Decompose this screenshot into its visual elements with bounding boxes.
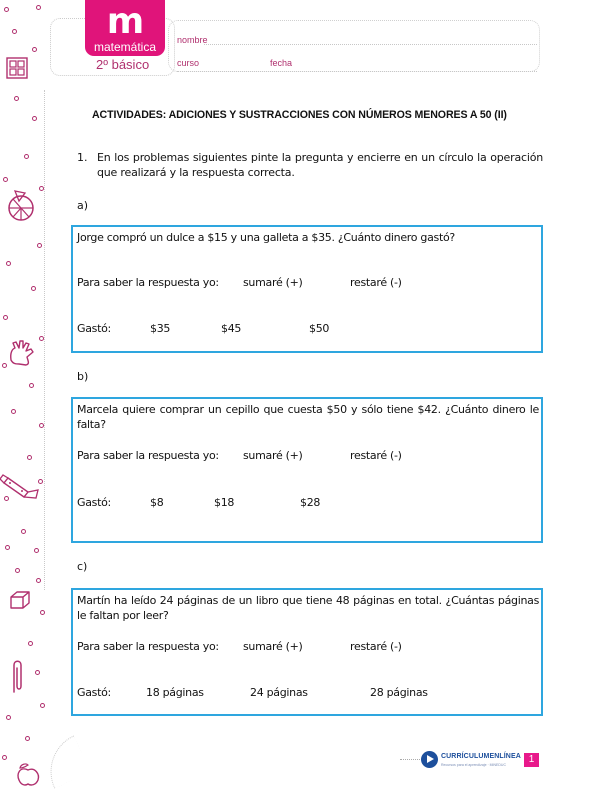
dot-decoration [6,261,11,266]
dot-decoration [14,96,19,101]
footer-dotted-line [400,759,422,760]
dot-decoration [28,641,33,646]
problem-c-answer-2[interactable]: 24 páginas [250,686,308,699]
problem-a-letter: a) [77,199,89,212]
problem-c-question[interactable]: Martín ha leído 24 páginas de un libro que tiene 48 páginas en total. ¿Cuántas páginas le faltan por leer? [77,594,539,622]
dot-decoration [39,186,44,191]
dot-decoration [37,243,42,248]
problem-b-question[interactable]: Marcela quiere comprar un cepillo que cuesta $50 y sólo tiene $42. ¿Cuánto dinero le falta? [77,403,539,431]
page-title: ACTIVIDADES: ADICIONES Y SUSTRACCIONES CON NÚMEROS MENORES A 50 (II) [92,109,507,121]
dot-decoration [11,409,16,414]
problem-b-answer-label: Gastó: [77,496,111,509]
problem-a-answer-label: Gastó: [77,322,111,335]
instruction-number: 1. [77,151,88,164]
problem-c-answer-3[interactable]: 28 páginas [370,686,428,699]
dot-decoration [3,177,8,182]
logo-letter: m [106,1,144,42]
paperclip-icon [10,658,24,694]
dot-decoration [31,286,36,291]
grid-icon [5,56,29,80]
problem-c-answer-label: Gastó: [77,686,111,699]
problem-b-answer-2[interactable]: $18 [214,496,235,509]
problem-a-answer-1[interactable]: $35 [150,322,171,335]
problem-b-box [71,397,543,543]
dot-decoration [15,568,20,573]
dot-decoration [36,578,41,583]
subject-logo [85,0,165,56]
candy-icon [0,470,42,500]
hand-icon [7,340,37,368]
instruction-text: En los problemas siguientes pinte la pregunta y encierre en un círculo la operación que realizará y la respuesta correcta. [97,151,543,179]
name-label: nombre [177,35,208,45]
dotted-divider [44,90,45,590]
dot-decoration [5,545,10,550]
dot-decoration [29,383,34,388]
problem-c-op-add[interactable]: sumaré (+) [243,640,303,653]
problem-a-op-add[interactable]: sumaré (+) [243,276,303,289]
grade-label: 2º básico [96,57,150,72]
name-field[interactable] [204,44,537,45]
dot-decoration [27,455,32,460]
dot-decoration [4,7,9,12]
dot-decoration [34,548,39,553]
problem-b-answer-3[interactable]: $28 [300,496,321,509]
play-logo-icon [421,751,438,768]
problem-b-op-subtract[interactable]: restaré (-) [350,449,402,462]
problem-c-box [71,588,543,716]
problem-c-op-subtract[interactable]: restaré (-) [350,640,402,653]
dot-decoration [6,715,11,720]
dot-decoration [40,703,45,708]
dot-decoration [2,755,7,760]
dot-decoration [25,736,30,741]
problem-a-question[interactable]: Jorge compró un dulce a $15 y una galleta a $35. ¿Cuánto dinero gastó? [77,231,455,244]
problem-c-answer-1[interactable]: 18 páginas [146,686,204,699]
dot-decoration [32,47,37,52]
problem-b-op-add[interactable]: sumaré (+) [243,449,303,462]
problem-b-answer-1[interactable]: $8 [150,496,164,509]
logo-subject: matemática [93,40,157,54]
course-date-field[interactable] [177,71,537,72]
problem-a-box [71,225,543,353]
student-fields-frame [168,20,540,72]
course-label: curso [177,58,200,68]
problem-b-prompt: Para saber la respuesta yo: [77,449,219,462]
problem-a-prompt: Para saber la respuesta yo: [77,276,219,289]
dot-decoration [3,315,8,320]
page-number-badge: 1 [524,753,539,767]
dot-decoration [39,336,44,341]
footer-brand: CURRÍCULUMENLÍNEA [441,753,521,760]
dot-decoration [40,610,45,615]
dot-decoration [32,116,37,121]
date-label: fecha [270,58,293,68]
dot-decoration [12,29,17,34]
footer-tagline: Recursos para el aprendizaje · MINEDUC [441,763,506,767]
problem-b-letter: b) [77,370,89,383]
decorative-side-strip [0,0,48,800]
problem-a-op-subtract[interactable]: restaré (-) [350,276,402,289]
problem-a-answer-2[interactable]: $45 [221,322,242,335]
problem-c-prompt: Para saber la respuesta yo: [77,640,219,653]
apple-icon [14,762,42,788]
dot-decoration [21,529,26,534]
dot-decoration [39,423,44,428]
problem-c-letter: c) [77,560,88,573]
cube-icon [9,590,31,610]
dot-decoration [36,5,41,10]
pie-chart-icon [5,190,37,222]
dot-decoration [24,154,29,159]
problem-a-answer-3[interactable]: $50 [309,322,330,335]
dot-decoration [35,670,40,675]
